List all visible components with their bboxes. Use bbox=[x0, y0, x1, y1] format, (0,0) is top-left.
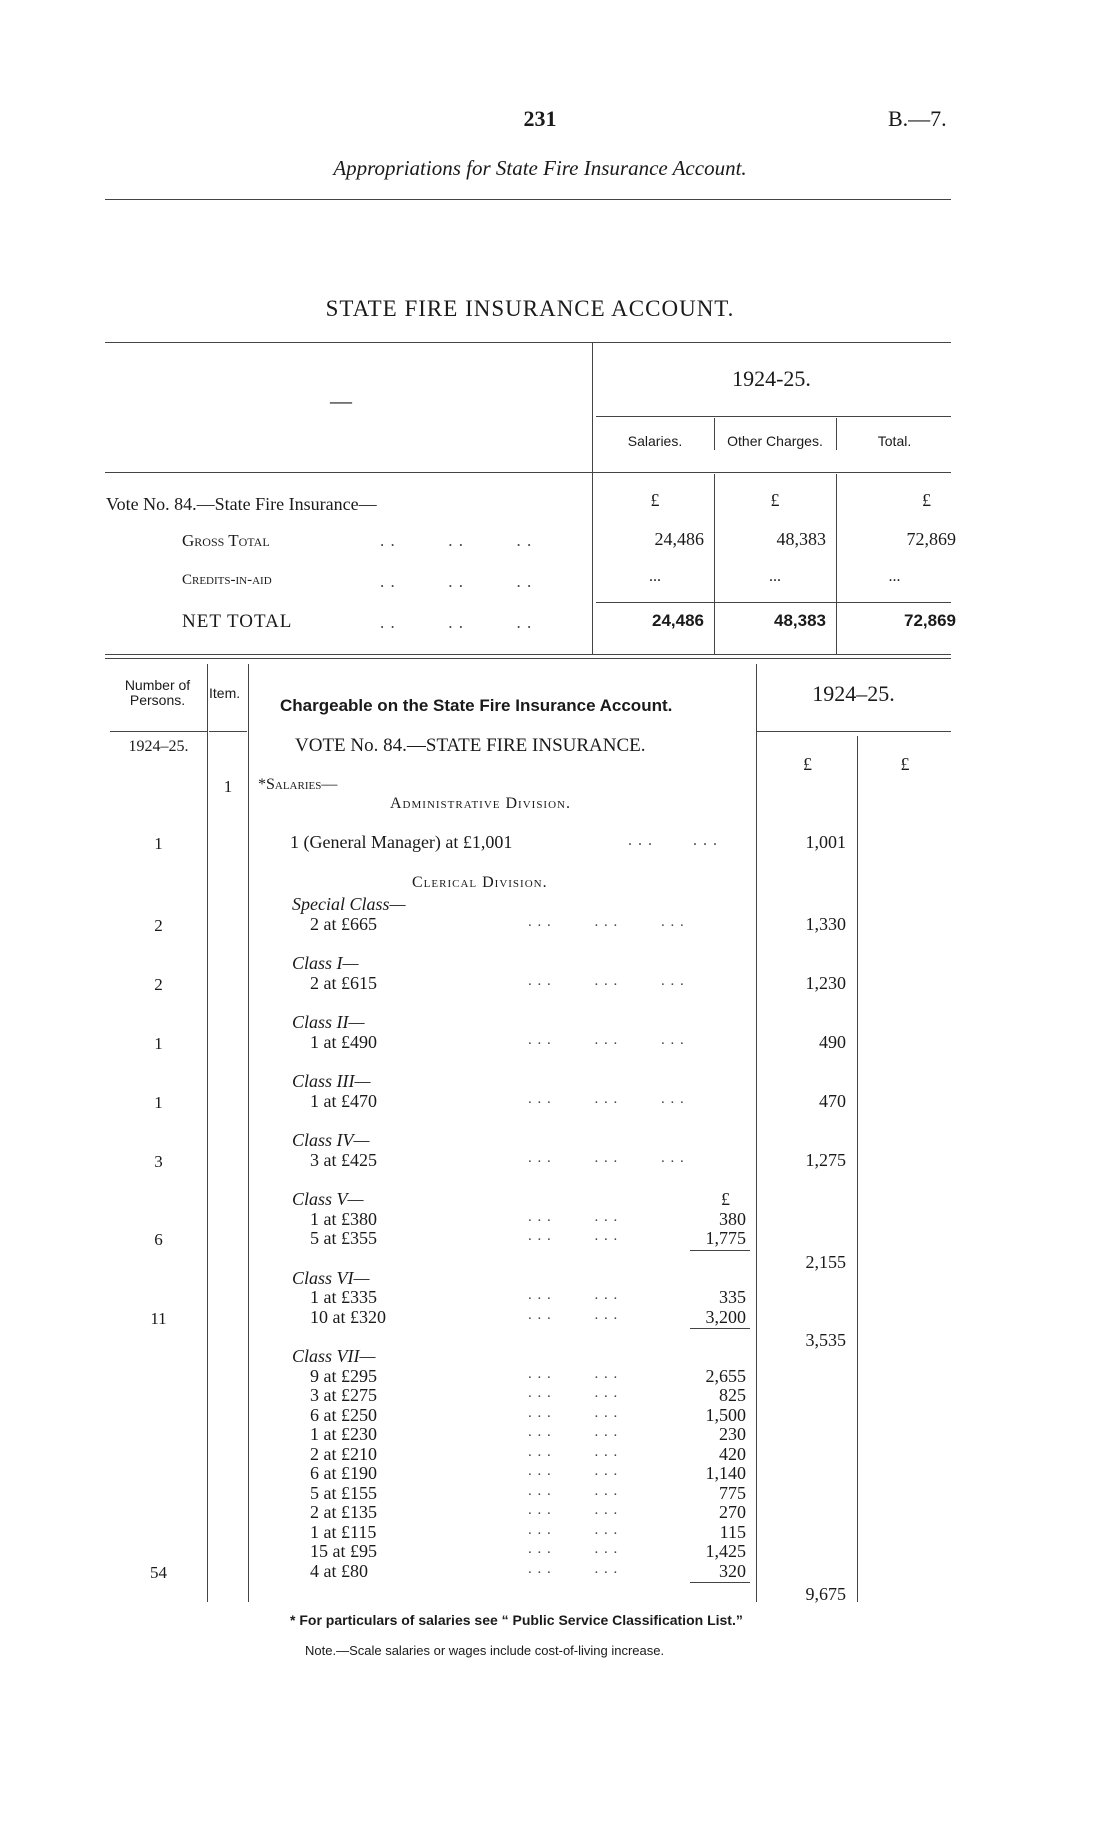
vote-label: Vote No. 84.—State Fire Insurance— bbox=[106, 494, 377, 514]
class-persons: 2 bbox=[154, 915, 163, 935]
class-name: Class VI— bbox=[292, 1267, 370, 1288]
subtotal-currency: £ bbox=[721, 1189, 730, 1209]
col-header-total: Total. bbox=[877, 433, 912, 449]
class-name: Class IV— bbox=[292, 1130, 370, 1150]
rate-line: 3 at £275 bbox=[310, 1385, 377, 1405]
class-name: Class III— bbox=[292, 1071, 371, 1091]
credits-in-aid-total: ... bbox=[888, 568, 901, 585]
leader-dots: . . . . . . bbox=[528, 1228, 619, 1244]
subtotal-value: 2,655 bbox=[705, 1365, 746, 1386]
gm-line: 1 (General Manager) at £1,001 bbox=[290, 832, 513, 852]
leader-dots: . . . . . . bbox=[380, 572, 533, 591]
class-name: Class VII— bbox=[292, 1346, 376, 1366]
gross-total-salaries: 24,486 bbox=[654, 529, 704, 549]
rate-line: 4 at £80 bbox=[310, 1560, 368, 1581]
class-persons: 6 bbox=[154, 1230, 163, 1249]
administrative-division-heading: Administrative Division. bbox=[390, 795, 571, 812]
credits-in-aid-salaries: ... bbox=[649, 568, 661, 585]
rate-line: 2 at £210 bbox=[310, 1443, 377, 1464]
rate-line: 2 at £615 bbox=[310, 972, 377, 993]
leader-dots: . . . . . . bbox=[528, 1306, 619, 1323]
class-name: Class V— bbox=[292, 1189, 364, 1209]
rate-line: 1 at £115 bbox=[310, 1521, 377, 1542]
leader-dots: . . . . . . bbox=[528, 1365, 619, 1382]
rate-line: 1 at £470 bbox=[310, 1090, 377, 1111]
running-title: Appropriations for State Fire Insurance Account. bbox=[333, 156, 747, 180]
subtotal-value: 825 bbox=[719, 1385, 746, 1405]
subtotal-value: 420 bbox=[719, 1443, 746, 1464]
subtotal-value: 775 bbox=[719, 1482, 746, 1503]
page-number: 231 bbox=[523, 106, 557, 131]
leader-dots: . . . . . . . . . bbox=[528, 1090, 685, 1107]
rate-line: 1 at £335 bbox=[310, 1287, 377, 1307]
class-amount: 1,330 bbox=[805, 913, 846, 934]
subtotal-rule bbox=[690, 1250, 750, 1251]
class-persons: 11 bbox=[150, 1308, 167, 1328]
class-amount: 470 bbox=[819, 1090, 846, 1111]
leader-dots: . . . . . . . . . bbox=[528, 1031, 685, 1048]
net-total-other: 48,383 bbox=[774, 611, 826, 630]
credits-in-aid-label: Credits-in-aid bbox=[182, 572, 272, 588]
subtotal-value: 3,200 bbox=[705, 1306, 746, 1327]
subtotal-value: 1,425 bbox=[705, 1541, 746, 1561]
class-amount: 490 bbox=[819, 1031, 846, 1052]
leader-dots: . . . . . . bbox=[528, 1560, 619, 1577]
item-number: 1 bbox=[223, 777, 233, 796]
col-header-other-charges: Other Charges. bbox=[727, 433, 823, 449]
clerical-division-heading: Clerical Division. bbox=[412, 874, 548, 891]
net-total-salaries: 24,486 bbox=[652, 611, 704, 630]
col-header-chargeable: Chargeable on the State Fire Insurance Account. bbox=[280, 696, 673, 715]
subtotal-value: 320 bbox=[719, 1560, 746, 1581]
subtotal-value: 1,775 bbox=[705, 1228, 746, 1248]
rate-line: 6 at £190 bbox=[310, 1463, 377, 1483]
leader-dots: . . . . . . bbox=[380, 613, 533, 632]
rate-line: 1 at £380 bbox=[310, 1208, 377, 1229]
net-total-label: NET TOTAL bbox=[182, 611, 293, 632]
leader-dots: . . . . . . bbox=[528, 1208, 619, 1225]
rate-line: 6 at £250 bbox=[310, 1404, 377, 1425]
net-total-total: 72,869 bbox=[904, 611, 956, 630]
salaries-heading: *Salaries— bbox=[258, 776, 338, 793]
class-persons: 3 bbox=[154, 1151, 163, 1171]
gm-amount: 1,001 bbox=[805, 832, 846, 852]
leader-dots: . . . . . . bbox=[528, 1404, 619, 1421]
class-amount: 3,535 bbox=[805, 1330, 846, 1350]
subtotal-value: 380 bbox=[719, 1208, 746, 1229]
credits-in-aid-other: ... bbox=[769, 568, 781, 585]
subtotal-rule bbox=[690, 1582, 750, 1583]
class-amount: 9,675 bbox=[805, 1584, 846, 1604]
gross-total-label: Gross Total bbox=[182, 531, 270, 550]
gm-persons: 1 bbox=[154, 834, 163, 853]
summary-year: 1924-25. bbox=[732, 366, 811, 391]
persons-year: 1924–25. bbox=[128, 738, 189, 755]
class-amount: 2,155 bbox=[805, 1251, 846, 1272]
class-name: Class I— bbox=[292, 953, 359, 973]
note: Note.—Scale salaries or wages include cost-of-living increase. bbox=[305, 1643, 665, 1658]
rate-line: 1 at £230 bbox=[310, 1424, 377, 1444]
leader-dots: . . . . . . bbox=[528, 1443, 619, 1460]
col-header-number-of-persons: Number of Persons. bbox=[124, 677, 191, 708]
col-header-salaries: Salaries. bbox=[627, 433, 683, 449]
rate-line: 5 at £155 bbox=[310, 1482, 377, 1503]
rate-line: 5 at £355 bbox=[310, 1228, 377, 1248]
leader-dots: . . . . . . bbox=[380, 531, 533, 550]
subtotal-value: 1,140 bbox=[705, 1463, 746, 1483]
class-persons: 2 bbox=[154, 974, 163, 994]
leader-dots: . . . . . . . . . bbox=[528, 972, 685, 989]
vote-heading: VOTE No. 84.—STATE FIRE INSURANCE. bbox=[295, 735, 646, 756]
subtotal-value: 1,500 bbox=[705, 1404, 746, 1425]
summary-dash: — bbox=[330, 388, 352, 413]
gross-total-total: 72,869 bbox=[906, 529, 956, 549]
currency-total: £ bbox=[922, 490, 931, 510]
currency-other: £ bbox=[770, 490, 780, 510]
subtotal-value: 335 bbox=[719, 1287, 746, 1307]
rate-line: 2 at £665 bbox=[310, 913, 377, 934]
footnote: * For particulars of salaries see “ Public Service Classification List.” bbox=[290, 1612, 743, 1628]
class-amount: 1,275 bbox=[805, 1149, 846, 1170]
subtotal-value: 270 bbox=[719, 1502, 746, 1522]
rate-line: 3 at £425 bbox=[310, 1149, 377, 1170]
leader-dots: . . . . . . bbox=[528, 1287, 619, 1303]
class-persons: 54 bbox=[150, 1562, 167, 1582]
subtotal-value: 115 bbox=[719, 1521, 746, 1542]
rate-line: 1 at £490 bbox=[310, 1031, 377, 1052]
detail-year-header: 1924–25. bbox=[812, 681, 895, 706]
header-rule bbox=[105, 199, 951, 200]
leader-dots: . . . . . . bbox=[528, 1482, 619, 1499]
col-header-item: Item. bbox=[209, 685, 241, 701]
leader-dots: . . . . . . bbox=[628, 832, 718, 849]
gross-total-other: 48,383 bbox=[776, 529, 826, 549]
class-amount: 1,230 bbox=[805, 972, 846, 993]
subtotal-rule bbox=[690, 1328, 750, 1329]
rate-line: 15 at £95 bbox=[310, 1541, 377, 1561]
class-persons: 1 bbox=[154, 1033, 163, 1053]
class-name: Class II— bbox=[292, 1012, 365, 1032]
class-name: Special Class— bbox=[292, 894, 406, 914]
leader-dots: . . . . . . bbox=[528, 1385, 619, 1401]
leader-dots: . . . . . . bbox=[528, 1521, 619, 1538]
page-heading: STATE FIRE INSURANCE ACCOUNT. bbox=[325, 296, 735, 321]
leader-dots: . . . . . . bbox=[528, 1424, 619, 1440]
leader-dots: . . . . . . bbox=[528, 1463, 619, 1479]
page-reference: B.—7. bbox=[888, 106, 947, 131]
leader-dots: . . . . . . bbox=[528, 1541, 619, 1557]
leader-dots: . . . . . . . . . bbox=[528, 913, 685, 930]
leader-dots: . . . . . . bbox=[528, 1502, 619, 1518]
currency-salaries: £ bbox=[650, 490, 660, 510]
detail-currency-col1: £ bbox=[803, 754, 812, 774]
detail-currency-col2: £ bbox=[900, 754, 910, 774]
rate-line: 10 at £320 bbox=[310, 1306, 386, 1327]
subtotal-value: 230 bbox=[719, 1424, 746, 1444]
leader-dots: . . . . . . . . . bbox=[528, 1149, 685, 1166]
rate-line: 9 at £295 bbox=[310, 1365, 377, 1386]
rate-line: 2 at £135 bbox=[310, 1502, 377, 1522]
class-persons: 1 bbox=[154, 1092, 163, 1112]
